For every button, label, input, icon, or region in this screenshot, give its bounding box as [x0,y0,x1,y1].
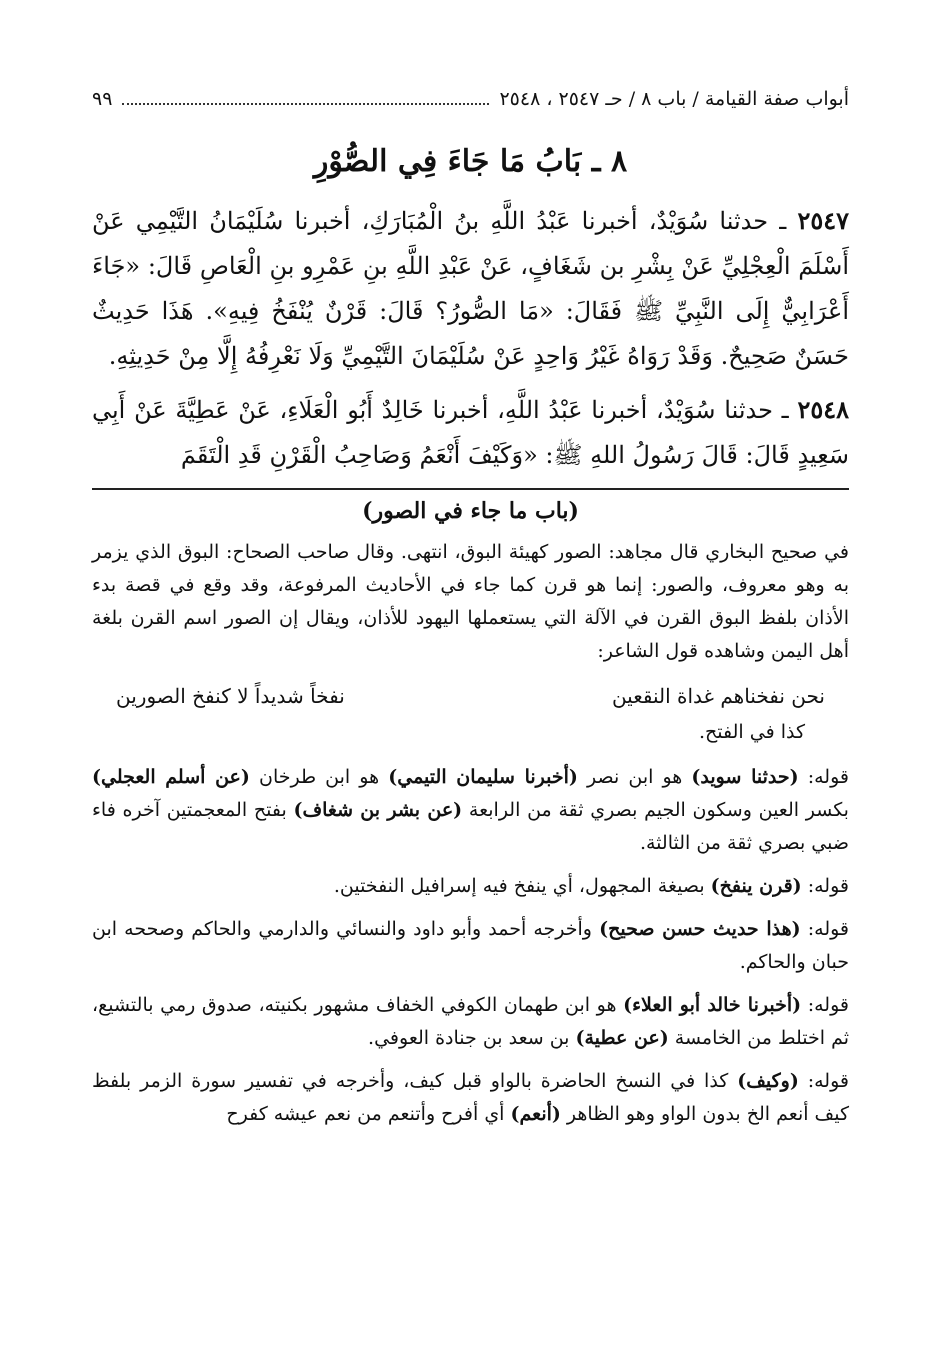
quoted-term: (وكيف) [737,1070,799,1092]
commentary-note [92,870,849,903]
quoted-term: (عن عطية) [575,1027,669,1049]
verse-source-note: كذا في الفتح. [698,721,805,743]
hadith-text: ـ حدثنا سُوَيْدٌ، أخبرنا عَبْدُ اللَّهِ، أخبرنا خَالِدٌ أَبُو الْعَلَاءِ، عَنْ عَطِيَّةَ عَنْ أَبِي سَعِيدٍ قَالَ: قَالَ رَسُولُ اللهِ ﷺ: «وَكَيْفَ أَنْعَمُ وَصَاحِبُ الْقَرْنِ قَدِ الْتَقَمَ [92,396,849,469]
commentary-note [92,913,849,979]
page-number: ٩٩ [92,88,113,110]
quoted-term: (هذا حديث حسن صحيح) [599,918,801,940]
commentary-notes [92,761,849,1131]
quoted-term: (حدثنا سويد) [691,766,799,788]
quoted-term: (قرن ينفخ) [710,875,802,897]
note-text: هو ابن طرخان [249,766,389,788]
running-header [92,88,849,120]
quoted-term: (عن أسلم العجلي) [92,766,250,788]
header-title: أبواب صفة القيامة / باب ٨ / حـ ٢٥٤٧ ، ٢٥٤٨ [499,88,849,110]
commentary-title: (باب ما جاء في الصور) [362,498,579,524]
note-text: بكسر العين وسكون الجيم بصري ثقة من الرابعة [462,799,849,821]
note-text: قوله: [800,918,850,940]
quoted-term: (أخبرنا سليمان التيمي) [388,766,578,788]
note-text: هو ابن طهمان الكوفي الخفاف مشهور بكنيته، صدوق رمي بالتشيع، ثم اختلط من الخامسة [92,994,849,1049]
quoted-term: (عن بشر بن شغاف) [293,799,463,821]
commentary-note [92,1065,849,1131]
footnote-divider [92,488,849,490]
commentary-intro: في صحيح البخاري قال مجاهد: الصور كهيئة البوق، انتهى. وقال صاحب الصحاح: البوق الذي يزمر به وهو معروف، والصور: إنما هو قرن كما جاء في الأحاديث المرفوعة، وقد وقع في قصة بدء الأذان بلفظ البوق القرن في الآلة التي يستعملها اليهود للأذان، ويقال إن الصور اسم القرن بلغة أهل اليمن وشاهده قول الشاعر: [92,541,849,662]
commentary-note [92,989,849,1055]
quoted-term: (أنعم) [510,1103,561,1125]
note-text: قوله: [798,766,849,788]
header-dot-leader [122,102,489,105]
quoted-term: (أخبرنا خالد أبو العلاء) [623,994,802,1016]
note-text: قوله: [798,1070,849,1092]
note-text: وأخرجه أحمد وأبو داود والنسائي والدارمي والحاكم وصححه ابن حبان والحاكم. [92,918,849,973]
hadith-number: ٢٥٤٧ [797,206,849,235]
verse-first-hemistich: نحن نفخناهم غداة النقعين [611,684,825,708]
note-text: قوله: [801,875,849,897]
hadith-number: ٢٥٤٨ [797,395,849,424]
verse-second-hemistich: نفخاً شديداً لا كنفخ الصورين [116,684,345,708]
note-text: كذا في النسخ الحاضرة بالواو قبل كيف، وأخرجه في تفسير سورة الزمر بلفظ كيف أنعم الخ بدون الواو وهو الظاهر [92,1070,849,1125]
poetry-verse [116,684,825,708]
note-text: بن سعد بن جنادة العوفي. [368,1027,576,1049]
commentary-note [92,761,849,860]
hadith-2548 [92,387,849,478]
hadith-text: ـ حدثنا سُوَيْدٌ، أخبرنا عَبْدُ اللَّهِ بنُ الْمُبَارَكِ، أخبرنا سُلَيْمَانُ التَّيْمِي عَنْ أَسْلَمَ الْعِجْلِيِّ عَنْ بِشْرِ بن شَغَافٍ، عَنْ عَبْدِ اللَّهِ بنِ عَمْرِو بنِ الْعَاصِ قَالَ: «جَاءَ أَعْرَابِيٌّ إِلَى النَّبِيِّ ﷺ فَقَالَ: «مَا الصُّورُ؟ قَالَ: قَرْنٌ يُنْفَخُ فِيهِ». هَذَا حَدِيثٌ حَسَنٌ صَحِيحٌ. وَقَدْ رَوَاهُ غَيْرُ وَاحِدٍ عَنْ سُلَيْمَانَ التَّيْمِيِّ وَلَا نَعْرِفُهُ إِلَّا مِنْ حَدِيثِهِ. [92,207,849,370]
chapter-title: ٨ ـ بَابُ مَا جَاءَ فِي الصُّوْرِ [313,144,628,179]
note-text: بفتح المعجمتين آخره فاء ضبي بصري ثقة من الثالثة. [92,799,849,854]
note-text: هو ابن نصر [577,766,692,788]
hadith-2547 [92,198,849,379]
note-text: أي أفرح وأتنعم من نعم عيشه كفرح [226,1103,511,1125]
note-text: بصيغة المجهول، أي ينفخ فيه إسرافيل النفختين. [333,875,711,897]
note-text: قوله: [801,994,849,1016]
